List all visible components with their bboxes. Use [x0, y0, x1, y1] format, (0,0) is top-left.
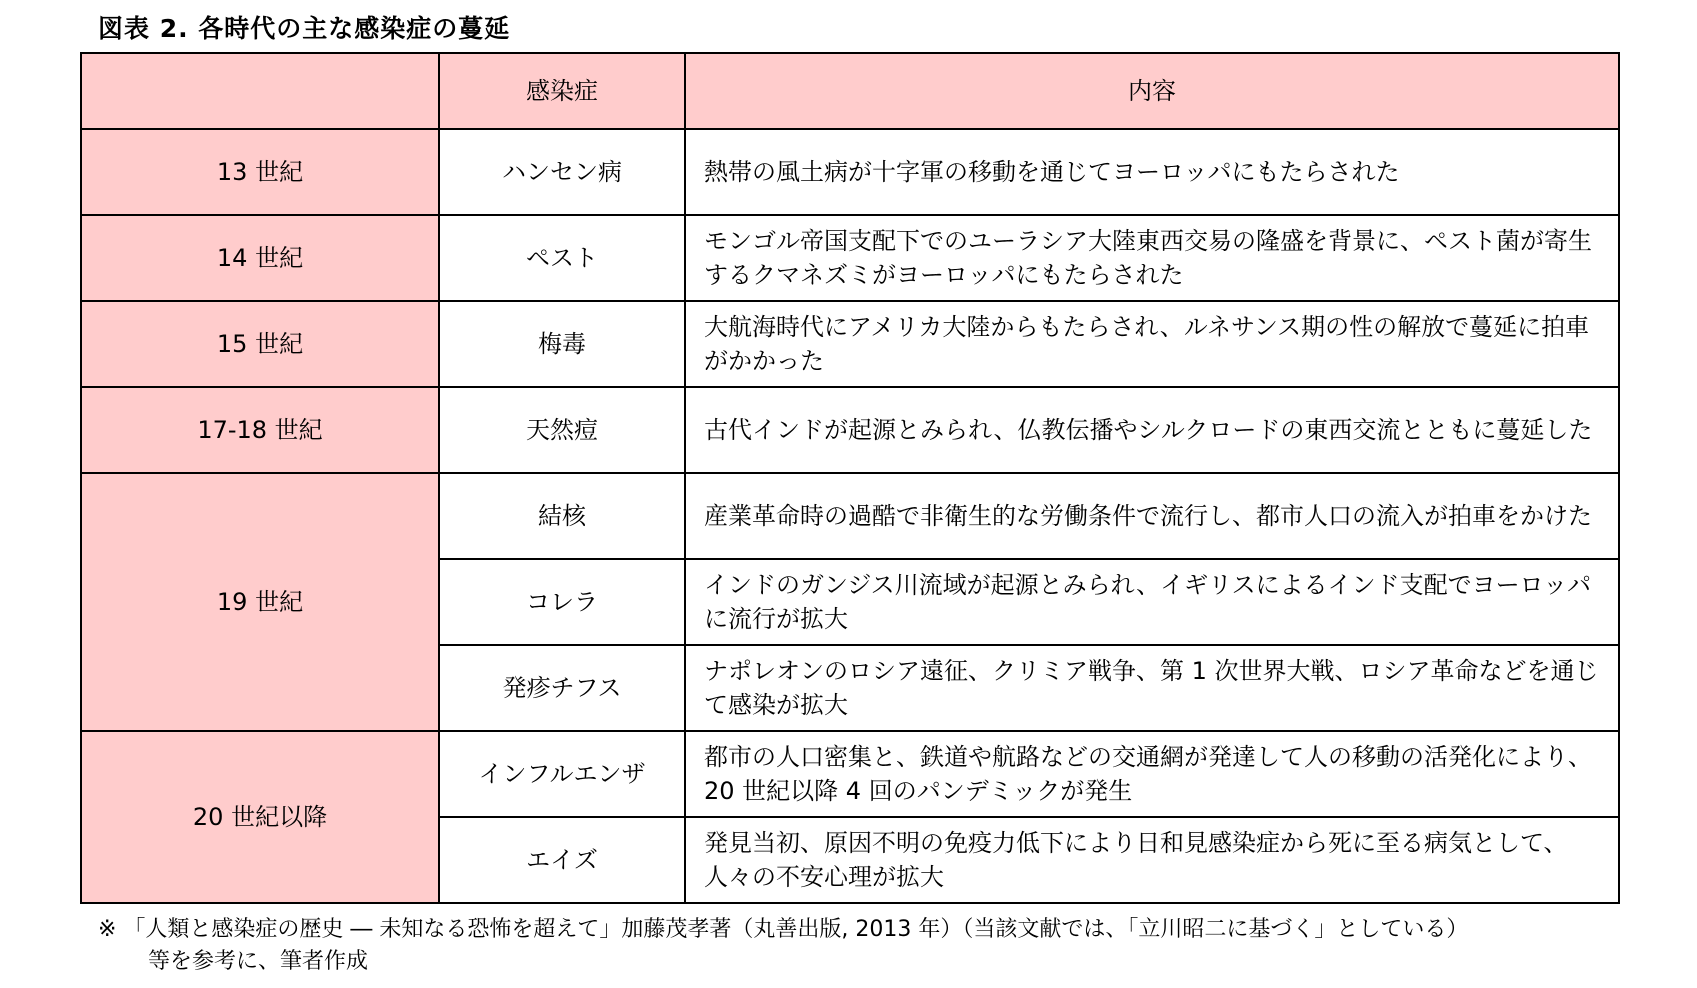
content-cell: 産業革命時の過酷で非衛生的な労働条件で流行し、都市人口の流入が拍車をかけた — [685, 473, 1619, 559]
disease-cell: 結核 — [439, 473, 685, 559]
content-cell: 熱帯の風土病が十字軍の移動を通じてヨーロッパにもたらされた — [685, 129, 1619, 215]
disease-cell: エイズ — [439, 817, 685, 903]
era-cell: 17-18 世紀 — [81, 387, 439, 473]
disease-cell: 天然痘 — [439, 387, 685, 473]
table-header-row — [81, 53, 1619, 129]
disease-cell: コレラ — [439, 559, 685, 645]
header-era — [81, 53, 439, 129]
table-row — [81, 215, 1619, 301]
header-disease: 感染症 — [439, 53, 685, 129]
content-cell: モンゴル帝国支配下でのユーラシア大陸東西交易の隆盛を背景に、ペスト菌が寄生するクマネズミがヨーロッパにもたらされた — [685, 215, 1619, 301]
disease-cell: ハンセン病 — [439, 129, 685, 215]
footnote-line-2: 等を参考に、筆者作成 — [148, 949, 369, 974]
content-cell: 大航海時代にアメリカ大陸からもたらされ、ルネサンス期の性の解放で蔓延に拍車がかかった — [685, 301, 1619, 387]
table-row — [81, 129, 1619, 215]
era-cell: 19 世紀 — [81, 473, 439, 731]
table-row — [81, 473, 1619, 559]
disease-cell: 発疹チフス — [439, 645, 685, 731]
table-row — [81, 301, 1619, 387]
era-cell: 14 世紀 — [81, 215, 439, 301]
header-content: 内容 — [685, 53, 1619, 129]
infectious-disease-table — [80, 52, 1620, 904]
era-cell: 20 世紀以降 — [81, 731, 439, 903]
content-cell: 古代インドが起源とみられ、仏教伝播やシルクロードの東西交流とともに蔓延した — [685, 387, 1619, 473]
table-row — [81, 731, 1619, 817]
disease-cell: 梅毒 — [439, 301, 685, 387]
figure-title: 図表 2. 各時代の主な感染症の蔓延 — [98, 14, 511, 43]
table-row — [81, 387, 1619, 473]
content-cell: 都市の人口密集と、鉄道や航路などの交通網が発達して人の移動の活発化により、20 世紀以降 4 回のパンデミックが発生 — [685, 731, 1619, 817]
content-cell: ナポレオンのロシア遠征、クリミア戦争、第 1 次世界大戦、ロシア革命などを通じて感染が拡大 — [685, 645, 1619, 731]
disease-cell: インフルエンザ — [439, 731, 685, 817]
era-cell: 15 世紀 — [81, 301, 439, 387]
footnote-line-1: ※ 「人類と感染症の歴史 ― 未知なる恐怖を超えて」加藤茂孝著（丸善出版, 2013 年）（当該文献では、「立川昭二に基づく」としている） — [98, 917, 1469, 942]
disease-cell: ペスト — [439, 215, 685, 301]
footnote — [98, 914, 1620, 978]
content-cell: 発見当初、原因不明の免疫力低下により日和見感染症から死に至る病気として、人々の不安心理が拡大 — [685, 817, 1619, 903]
era-cell: 13 世紀 — [81, 129, 439, 215]
content-cell: インドのガンジス川流域が起源とみられ、イギリスによるインド支配でヨーロッパに流行が拡大 — [685, 559, 1619, 645]
